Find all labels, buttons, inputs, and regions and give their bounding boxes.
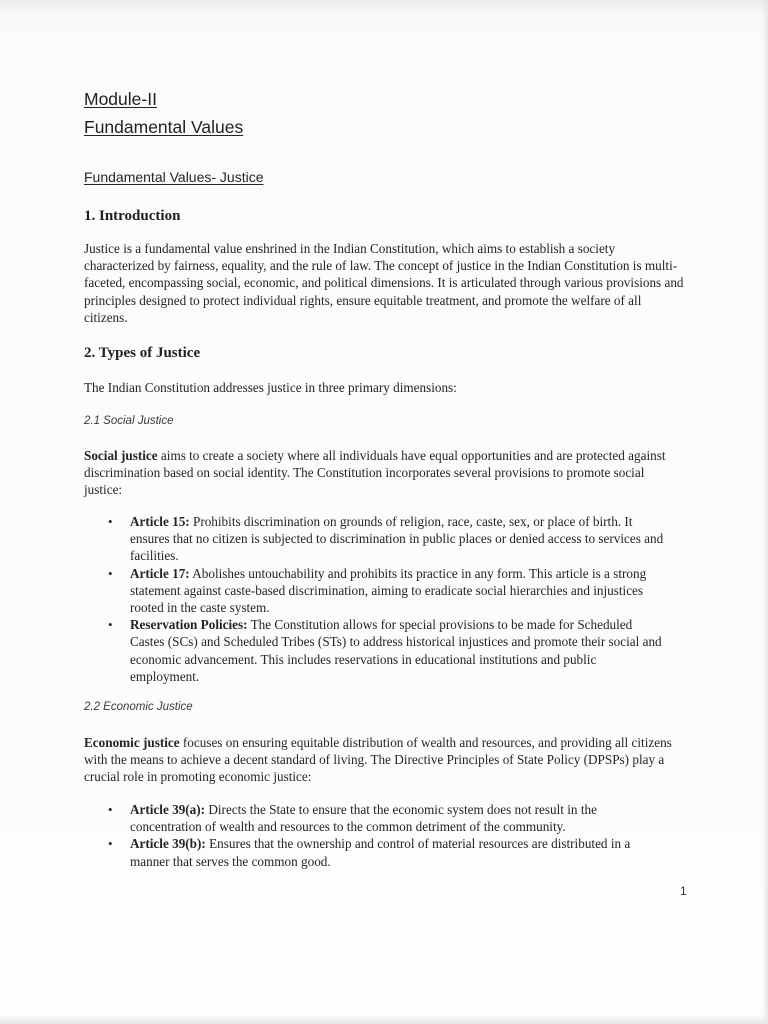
bullet-icon: • [108,565,113,581]
list-item-term: Article 17: [130,565,190,581]
economic-justice-text: focuses on ensuring equitable distribution of wealth and resources, and providing all citizens with the means to achieve a decent standard of living. The Directive Principles of State Policy (DPSPs) play a crucial role in promoting economic justice: [84,735,672,785]
list-item-term: Article 15: [130,514,190,529]
intro-heading: 1. Introduction [84,208,181,224]
page-number: 1 [680,884,687,898]
bullet-icon: • [108,617,113,633]
social-justice-heading: 2.1 Social Justice [84,415,174,427]
list-item [108,616,668,685]
scan-edge-right [762,0,768,1024]
economic-justice-paragraph [84,734,684,786]
list-item [108,565,668,617]
list-item-text: Directs the State to ensure that the economic system does not result in the concentration of wealth and resources to the common detriment of the community. [130,802,597,835]
bullet-icon: • [108,836,113,852]
types-paragraph: The Indian Constitution addresses justice in three primary dimensions: [84,380,457,395]
list-item-text: Prohibits discrimination on grounds of religion, race, caste, sex, or place of birth. It ensures that no citizen is subjected to discrimination in public places or denied access to services and facilities. [130,514,664,564]
list-item [108,513,668,565]
economic-justice-heading: 2.2 Economic Justice [84,701,193,713]
list-item-text: Ensures that the ownership and control of material resources are distributed in a manner that serves the common good. [130,836,631,869]
economic-justice-list [108,801,668,870]
social-justice-paragraph [84,447,684,499]
bullet-icon: • [108,514,113,529]
list-item-text: The Constitution allows for special provisions to be made for Scheduled Castes (SCs) and Scheduled Tribes (STs) to address historical injustices and promote their social and economic advancement. This includes reservations in educational institutions and public employment. [130,617,662,684]
list-item-text: Abolishes untouchability and prohibits its practice in any form. This article is a strong statement against caste-based discrimination, aiming to eradicate social hierarchies and injustices rooted in the caste system. [130,565,647,616]
section-subtitle: Fundamental Values- Justice [84,169,264,185]
scan-edge-bottom [0,1014,768,1024]
bullet-icon: • [108,802,113,817]
types-heading: 2. Types of Justice [84,345,201,361]
intro-paragraph: Justice is a fundamental value enshrined in the Indian Constitution, which aims to establish a society characterized by fairness, equality, and the rule of law. The concept of justice in the Indian Constitution is multi-faceted, encompassing social, economic, and political dimensions. It is articulated through various provisions and principles designed to protect individual rights, ensure equitable treatment, and promote the welfare of all citizens. [84,241,684,325]
page-title: Fundamental Values [84,117,244,137]
list-item-term: Article 39(b): [130,836,206,852]
module-heading: Module-II [84,89,157,109]
social-justice-text: aims to create a society where all individuals have equal opportunities and are protected against discrimination based on social identity. The Constitution incorporates several provisions to promote social justice: [84,448,666,498]
list-item [108,835,668,869]
list-item-term: Article 39(a): [130,802,206,817]
social-justice-list [108,513,668,685]
economic-justice-term: Economic justice [84,735,180,750]
list-item-term: Reservation Policies: [130,617,248,633]
list-item [108,801,668,835]
social-justice-term: Social justice [84,448,158,463]
